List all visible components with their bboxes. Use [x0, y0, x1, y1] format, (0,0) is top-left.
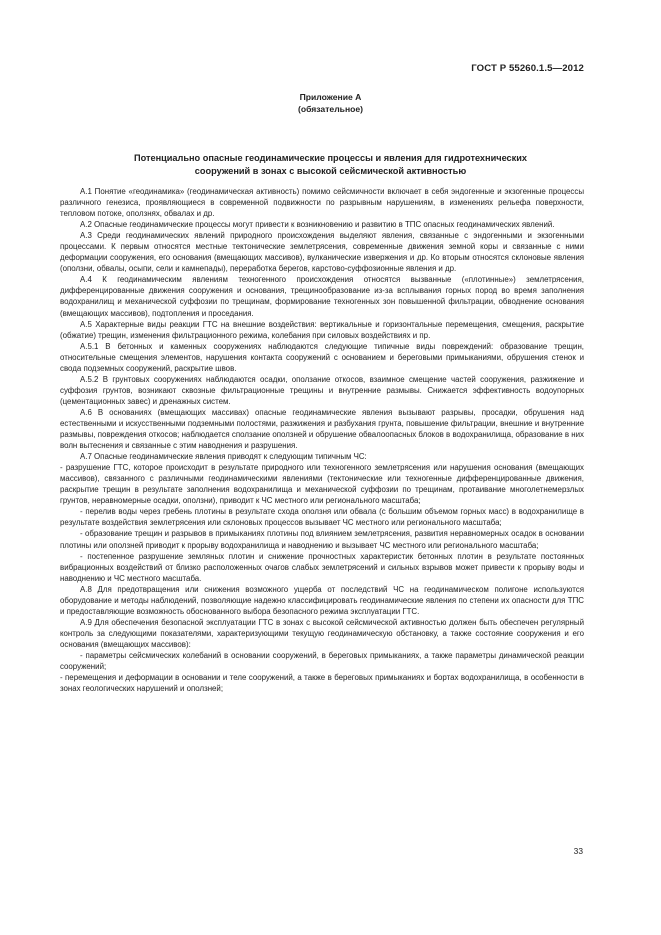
paragraph-a5: А.5 Характерные виды реакции ГТС на внешние воздействия: вертикальные и горизонтальные перемещения, смещения, раскрытие (обжатие) трещин, изменения фильтрационного режима, колебания при силовых воздействиях и пр.: [60, 319, 584, 340]
page-number: 33: [573, 846, 583, 856]
appendix-status: (обязательное): [297, 104, 364, 114]
paragraph-a7: А.7 Опасные геодинамические явления приводят к следующим типичным ЧС:: [80, 452, 367, 462]
document-body: [60, 186, 584, 694]
paragraph-a5-1: А.5.1 В бетонных и каменных сооружениях наблюдаются следующие типичные виды повреждений: образование трещин, относительные смещения элементов, нарушения контакта сооружений с основанием и береговыми примыканиями, обрушения стенок и свода подземных сооружений, раскрытие швов.: [60, 341, 584, 373]
list-item-a9-1: - параметры сейсмических колебаний в основании сооружений, в береговых примыканиях, а также параметры динамической реакции сооружений;: [60, 650, 584, 672]
appendix-heading: [0, 91, 661, 115]
list-item-a7-3: - образование трещин и разрывов в примыканиях плотины под влиянием землетрясения, развития неравномерных осадок в основании плотины или оползней приводит к прорыву водохранилища и наводнению и вызывает ЧС местного или регионального масштаба;: [60, 529, 584, 550]
paragraph-a1: А.1 Понятие «геодинамика» (геодинамическая активность) помимо сейсмичности включает в себя эндогенные и экзогенные процессы различного генезиса, проявляющиеся в современной подвижности по разрывным нарушениям, в изменениях рельефа поверхности, тепловом потоке, оползнях, обвалах и др.: [60, 187, 584, 219]
paragraph-a5-2: А.5.2 В грунтовых сооружениях наблюдаются осадки, оползание откосов, взаимное смещение частей сооружения, разжижение и суффозия грунтов, возникают сквозные фильтрационные трещины и внутренние размывы. Снижается эффективность водоупорных (цементационных завес) и дренажных систем.: [60, 374, 584, 406]
section-title: [72, 152, 589, 178]
list-item-a7-1: - разрушение ГТС, которое происходит в результате природного или техногенного землетрясения или нарушения основания (вмещающих массивов), связанного с различными геодинамическими явлениями (тектонические или техногенные дифференцированные движения, раскрытие трещин в результате заполнения водохранилища и механической суффозии по трещинам, протаивание многолетнемерзлых грунтов, неравномерные осадки, оползни), приводит к ЧС местного или регионального масштаба;: [60, 463, 584, 506]
list-item-a7-4: - постепенное разрушение земляных плотин и снижение прочностных характеристик бетонных плотин в результате постоянных вибрационных воздействий от близко расположенных очагов слабых землетрясений и сильных взрывов может привести к прорыву воды и наводнению и ЧС местного масштаба.: [60, 551, 584, 583]
paragraph-a6: А.6 В основаниях (вмещающих массивах) опасные геодинамические явления вызывают разрывы, просадки, обрушения над естественными и искусственными подземными полостями, разжижения и разбухания грунта, повышение фильтрации, внешние и внутренние размывы, повреждения откосов; наблюдается сползание оползней и обрушение обвалоопасных блоков в водохранилища, образование в них волн вытеснения и связанные с этим наводнения и разрушения.: [60, 407, 584, 451]
paragraph-a4: А.4 К геодинамическим явлениям техногенного происхождения относятся вызванные («плотинные») землетрясения, дифференцированные движения сооружения и основания, трещинообразование из-за всплывания горных пород во время заполнения водохранилищ и механической суффозии по трещинам, формирование техногенных зон повышенной фильтрации, обводнение основания (вмещающих массивов), подтопления и проседания.: [60, 275, 584, 318]
list-item-a9-2: - перемещения и деформации в основании и теле сооружений, а также в береговых примыканиях и бортах водохранилища, в особенности в зонах геологических нарушений и оползней;: [60, 673, 584, 694]
paragraph-a2: А.2 Опасные геодинамические процессы могут привести к возникновению и развитию в ТПС опасных геодинамических явлений.: [80, 220, 555, 230]
section-title-line-1: Потенциально опасные геодинамические процессы и явления для гидротехнических: [133, 153, 528, 163]
paragraph-a3: А.3 Среди геодинамических явлений природного происхождения выделяют явления, связанные с эндогенными и экзогенными процессами. К первым относятся местные тектонические землетрясения, современные движения земной коры и связанные с ними деформации сооружения, его основания (вмещающих массивов), вулканические извержения и др. Ко вторым относятся склоновые явления (оползни, обвалы, осыпи, сели и камнепады), переработка берегов, карстово-суффозионные явления и др.: [60, 231, 584, 274]
paragraph-a8: А.8 Для предотвращения или снижения возможного ущерба от последствий ЧС на геодинамическом полигоне используются оборудование и методы наблюдений, позволяющие надежно классифицировать геодинамические явления по степени их опасности для ТПС и предоставляющие возможность обоснованного выбора безопасного режима эксплуатации ГТС.: [60, 584, 584, 616]
list-item-a7-2: - перелив воды через гребень плотины в результате схода оползня или обвала (с большим объемом горных масс) в водохранилище в результате воздействия землетрясения или склоновых процессов вызывает ЧС местного или регионального масштаба;: [60, 507, 584, 528]
paragraph-a9: А.9 Для обеспечения безопасной эксплуатации ГТС в зонах с высокой сейсмической активностью должен быть обеспечен регулярный контроль за следующими показателями, характеризующими текущую геодинамическую обстановку, а также состояние сооружения и его основания (вмещающих массивов):: [60, 617, 584, 649]
appendix-title: Приложение А: [299, 92, 362, 102]
section-title-line-2: сооружений в зонах с высокой сейсмической активностью: [194, 165, 467, 176]
document-standard-number: ГОСТ Р 55260.1.5—2012: [471, 63, 584, 74]
